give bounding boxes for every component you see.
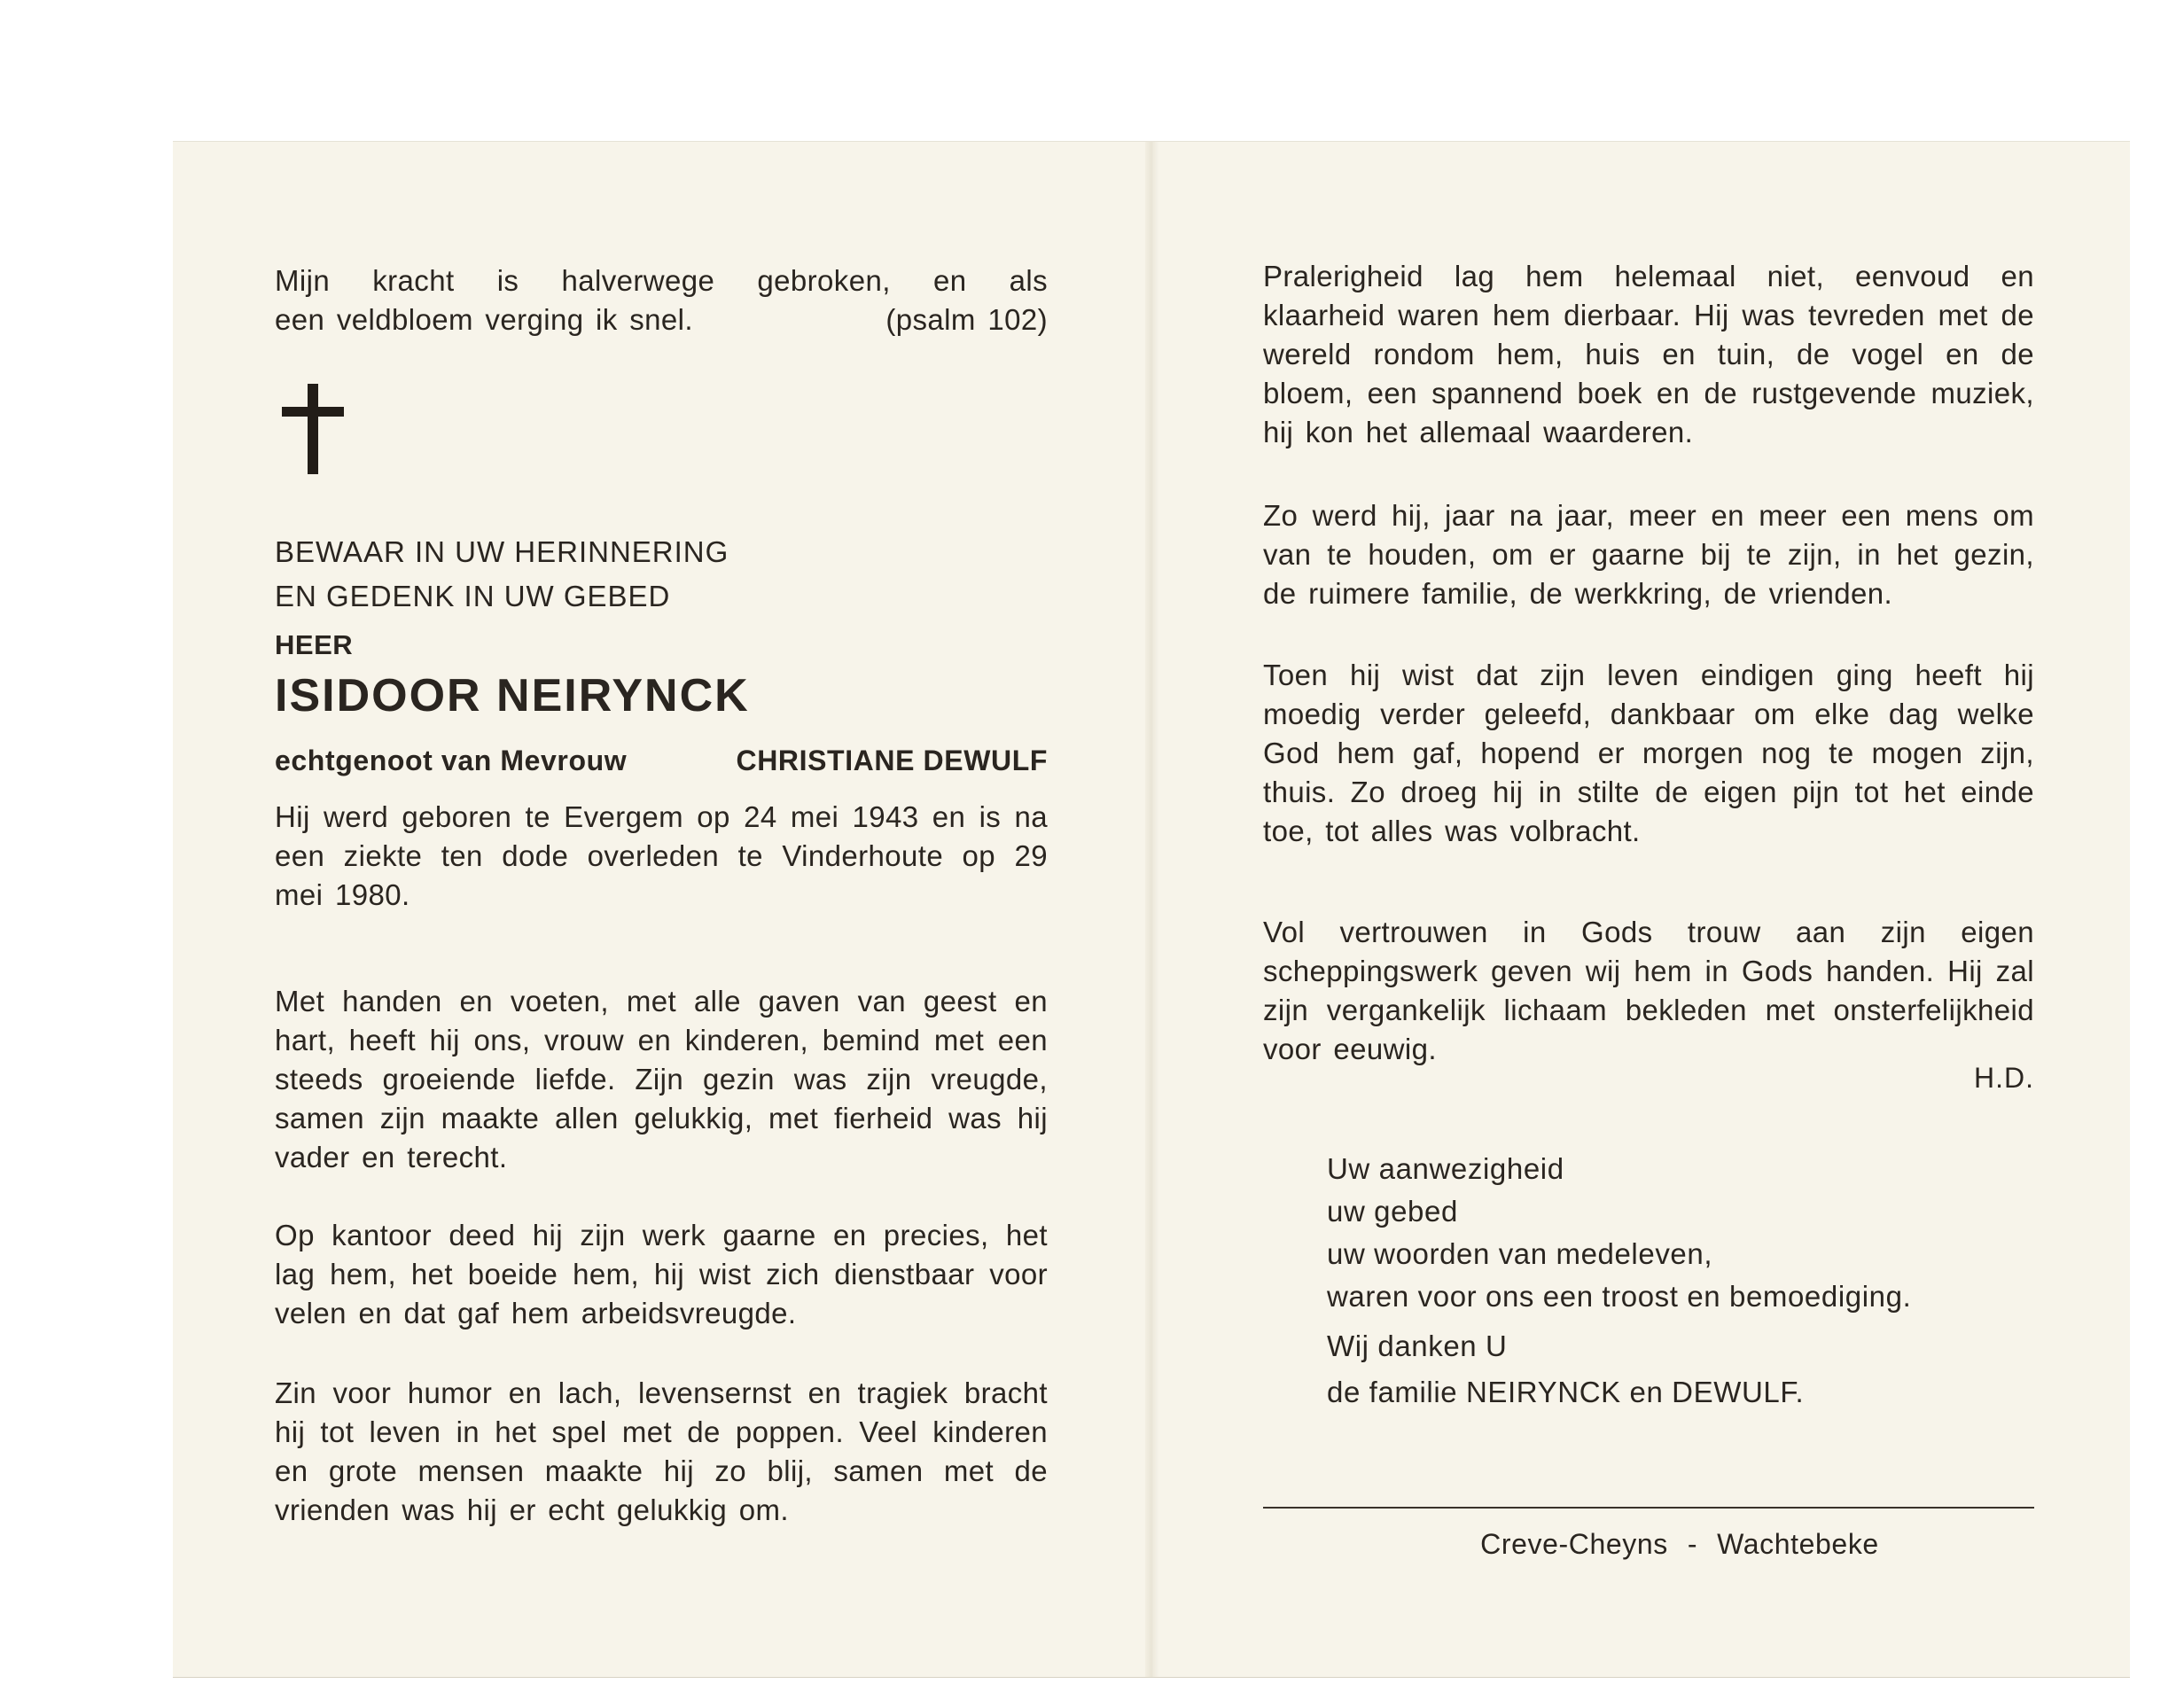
paragraph: Toen hij wist dat zijn leven eindigen ging heeft hij moedig verder geleefd, dankbaar om elke dag welke God hem gaf, hopend er morgen nog te mogen zijn, thuis. Zo droeg hij in stilte de eigen pijn tot het einde toe, tot alles was volbracht. [1263,659,2034,847]
closing-text [1327,1323,1804,1415]
right-panel [1263,142,2034,1677]
thanks-line: waren voor ons een troost en bemoediging. [1327,1280,1912,1313]
psalm-reference: (psalm 102) [885,303,1048,336]
verse-line-2-text: een veldbloem verging ik snel. [275,303,693,336]
printer-place: Wachtebeke [1717,1528,1879,1560]
remembrance-line-1: BEWAAR IN UW HERINNERING [275,535,729,568]
spouse-line [275,745,1048,777]
thanks-text [1327,1148,1911,1318]
closing-line: Wij danken U [1327,1329,1508,1362]
paragraph: Zin voor humor en lach, levensernst en tragiek bracht hij tot leven in het spel met de poppen. Veel kinderen en grote mensen maakte hij zo blij, samen met de vrienden was hij er echt gelukkig om. [275,1376,1048,1526]
paragraph: Met handen en voeten, met alle gaven van geest en hart, heeft hij ons, vrouw en kinderen, bemind met een steeds groeiende liefde. Zijn gezin was zijn vreugde, samen zijn maakte allen gelukkig, met fierheid was hij vader en terecht. [275,985,1048,1173]
deceased-name: ISIDOOR NEIRYNCK [275,670,750,721]
left-panel [275,142,1048,1677]
printer-imprint [1263,1528,2034,1561]
paragraph: Op kantoor deed hij zijn werk gaarne en precies, het lag hem, het boeide hem, hij wist zich dienstbaar voor velen en dat gaf hem arbeidsvreugde. [275,1219,1048,1329]
psalm-verse [275,261,1048,339]
latin-cross-icon [282,384,344,474]
thanks-line: uw woorden van medeleven, [1327,1237,1713,1270]
spouse-name: CHRISTIANE DEWULF [736,745,1048,776]
verse-line-2 [275,300,1048,339]
verse-line-1: Mijn kracht is halverwege gebroken, en als [275,264,1048,297]
paragraph: Vol vertrouwen in Gods trouw aan zijn eigen scheppingswerk geven wij hem in Gods handen. Hij zal zijn vergankelijk lichaam bekleden met onsterfelijkheid voor eeuwig. [1263,916,2034,1065]
printer-name: Creve-Cheyns [1480,1528,1668,1560]
birth-death-text: Hij werd geboren te Evergem op 24 mei 1943 en is na een ziekte ten dode overleden te Vinderhoute op 29 mei 1980. [275,800,1048,911]
thanks-line: uw gebed [1327,1195,1458,1228]
closing-line: de familie NEIRYNCK en DEWULF. [1327,1376,1805,1408]
memorial-card [173,142,2130,1677]
paragraph: Pralerigheid lag hem helemaal niet, eenvoud en klaarheid waren hem dierbaar. Hij was tevreden met de wereld rondom hem, huis en tuin, de vogel en de bloem, een spannend boek en de rustgevende muziek, hij kon het allemaal waarderen. [1263,260,2034,448]
remembrance-heading [275,530,729,619]
card-fold [1145,142,1159,1677]
printer-separator: - [1687,1528,1698,1560]
honorific-title: HEER [275,629,354,660]
paragraph: Zo werd hij, jaar na jaar, meer en meer een mens om van te houden, om er gaarne bij te zijn, in het gezin, de ruimere familie, de werkkring, de vrienden. [1263,499,2034,610]
author-initials: H.D. [1974,1062,2034,1094]
remembrance-line-2: EN GEDENK IN UW GEBED [275,580,671,612]
spouse-prefix: echtgenoot van Mevrouw [275,745,628,776]
thanks-line: Uw aanwezigheid [1327,1152,1564,1185]
divider [1263,1507,2034,1509]
